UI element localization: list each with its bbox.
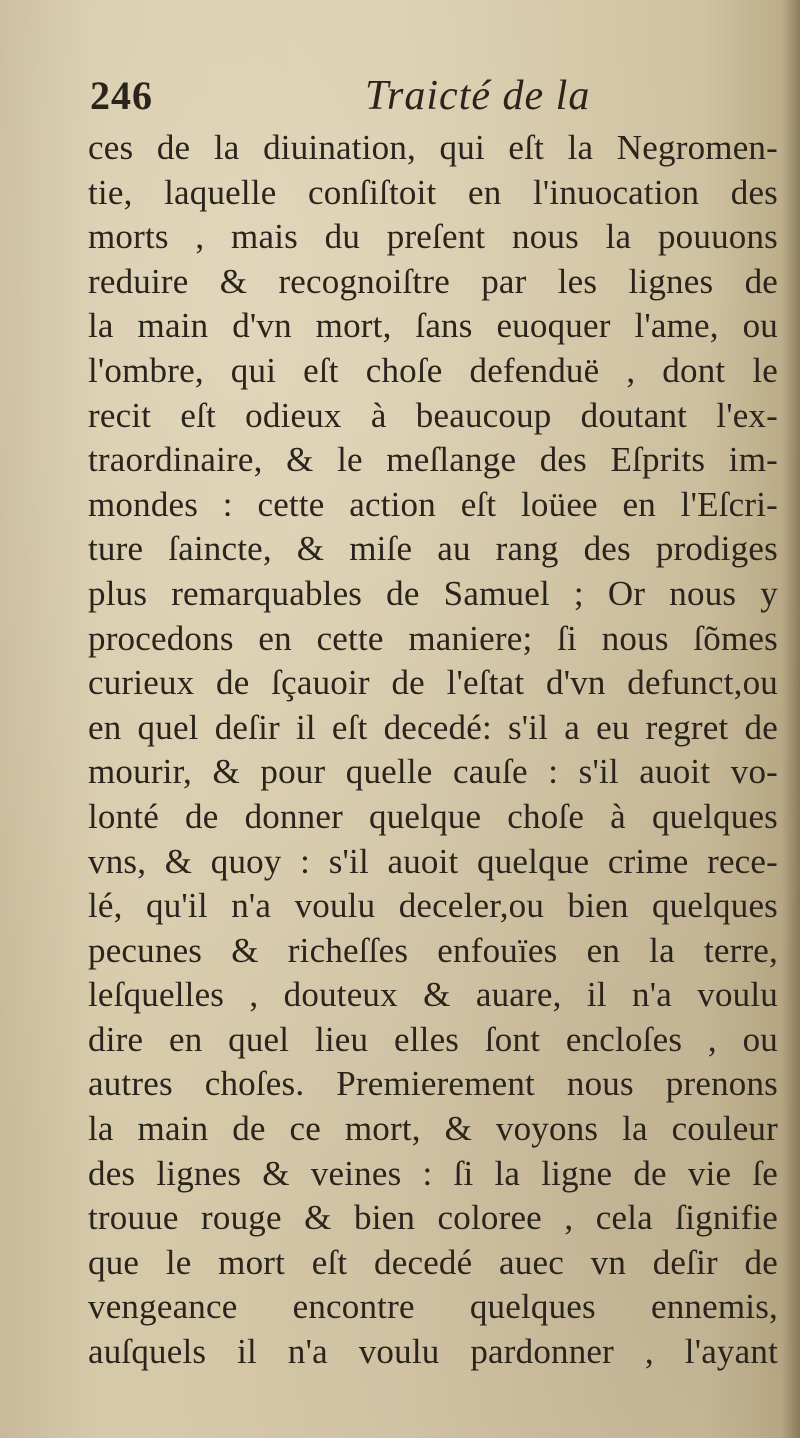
text-line: vns, & quoy : s'il auoit quelque crime rece- (88, 841, 778, 881)
text-line: recit eſt odieux à beaucoup doutant l'ex- (88, 395, 778, 435)
text-line: lonté de donner quelque choſe à quelques (88, 796, 778, 836)
text-line: procedons en cette maniere; ſi nous ſõmes (88, 618, 778, 658)
text-line: reduire & recognoiſtre par les lignes de (88, 261, 778, 301)
text-line: plus remarquables de Samuel ; Or nous y (88, 573, 778, 613)
text-line: que le mort eſt decedé auec vn deſir de (88, 1242, 778, 1282)
text-line: traordinaire, & le meſlange des Eſprits im- (88, 440, 778, 480)
body-text (88, 126, 778, 1375)
text-line: mondes : cette action eſt loüee en l'Eſcri- (88, 484, 778, 524)
running-head: Traicté de la (365, 73, 591, 119)
text-line: dire en quel lieu elles ſont encloſes , ou (88, 1019, 778, 1059)
text-line: la main d'vn mort, ſans euoquer l'ame, ou (88, 306, 778, 346)
page-edge-shadow (782, 0, 800, 1438)
text-line: mourir, & pour quelle cauſe : s'il auoit vo- (88, 752, 778, 792)
text-line: tie, laquelle conſiſtoit en l'inuocation des (88, 172, 778, 212)
text-line: morts , mais du preſent nous la pouuons (88, 217, 778, 257)
page-header (90, 72, 780, 122)
text-line: ces de la diuination, qui eſt la Negromen- (88, 128, 778, 167)
text-line: ture ſaincte, & miſe au rang des prodiges (88, 529, 778, 569)
text-line: autres choſes. Premierement nous prenons (88, 1064, 778, 1104)
text-line: auſquels il n'a voulu pardonner , l'ayant (88, 1332, 778, 1372)
text-line: la main de ce mort, & voyons la couleur (88, 1109, 778, 1149)
text-line: leſquelles , douteux & auare, il n'a voulu (88, 975, 778, 1015)
text-line: curieux de ſçauoir de l'eſtat d'vn defunct,ou (88, 663, 778, 703)
text-line: lé, qu'il n'a voulu deceler,ou bien quelques (88, 886, 778, 926)
text-line: trouue rouge & bien coloree , cela ſignifie (88, 1198, 778, 1238)
page-number: 246 (90, 73, 153, 118)
text-line: pecunes & richeſſes enfouïes en la terre, (88, 930, 778, 970)
text-line: des lignes & veines : ſi la ligne de vie ſe (88, 1153, 778, 1193)
text-line: vengeance encontre quelques ennemis, (88, 1287, 778, 1327)
text-line: l'ombre, qui eſt choſe defenduë , dont le (88, 350, 778, 390)
text-line: en quel deſir il eſt decedé: s'il a eu regret de (88, 707, 778, 747)
